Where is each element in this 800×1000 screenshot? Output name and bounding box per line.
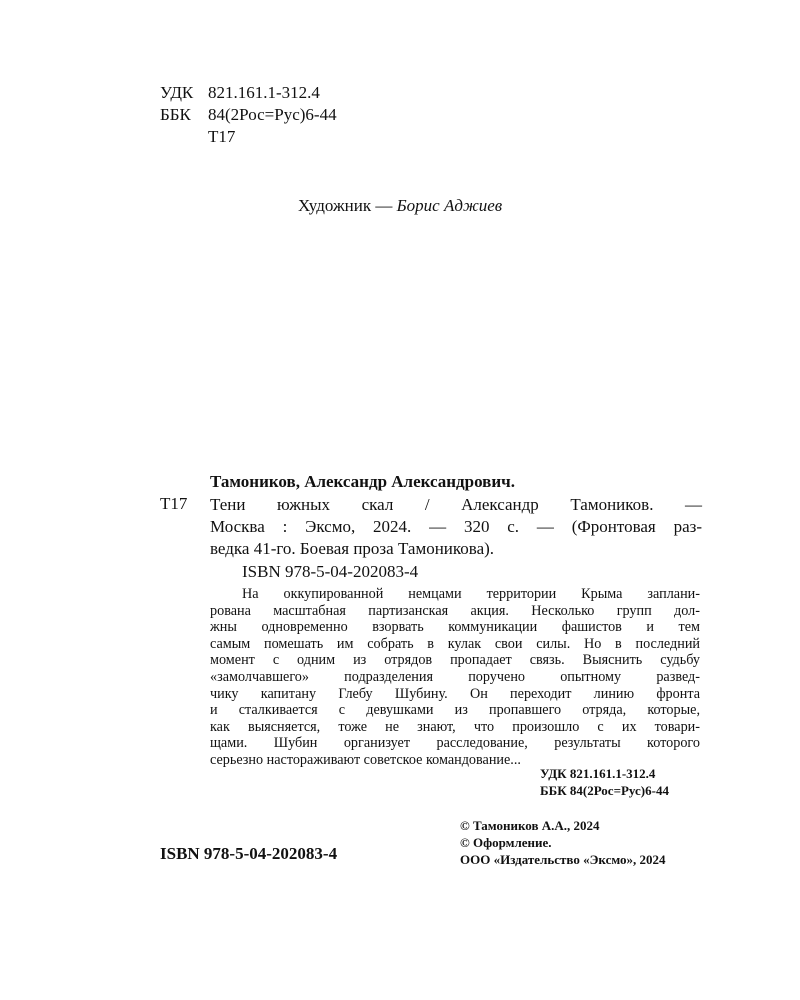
- bib-description: [210, 494, 702, 560]
- copyright-block: [460, 817, 666, 868]
- bbk-row: [160, 104, 337, 126]
- author-mark-row: [160, 126, 337, 148]
- annotation-line: жны одновременно взорвать коммуникации фашистов и тем: [210, 619, 700, 636]
- bib-line: ведка 41-го. Боевая проза Тамоникова).: [210, 539, 495, 558]
- copyright-author: © Тамоников А.А., 2024: [460, 818, 600, 833]
- annotation-line: как выясняется, тоже не знают, что произошло с их товари-: [210, 718, 700, 735]
- bib-author: Тамоников, Александр Александрович.: [210, 472, 515, 491]
- annotation: [210, 586, 700, 769]
- annotation-line: щами. Шубин организует расследование, результаты которого: [210, 735, 700, 752]
- udk-row: [160, 82, 337, 104]
- author-mark: Т17: [208, 127, 236, 146]
- copyright-design: © Оформление.: [460, 835, 552, 850]
- annotation-line: момент с одним из отрядов пропадает связь. Выяснить судьбу: [210, 652, 700, 669]
- isbn-bottom: ISBN 978-5-04-202083-4: [160, 844, 338, 863]
- bbk-small: ББК 84(2Рос=Рус)6-44: [540, 783, 669, 798]
- artist-label: Художник —: [298, 196, 393, 215]
- udk-value: 821.161.1-312.4: [208, 83, 320, 102]
- annotation-line: и сталкивается с девушками из пропавшего отряда, которые,: [210, 702, 700, 719]
- classification-codes: [160, 82, 337, 148]
- artist-credit: [298, 196, 502, 216]
- annotation-line: серьезно настораживают советское командование...: [210, 751, 521, 768]
- udk-small: УДК 821.161.1-312.4: [540, 766, 656, 781]
- bbk-value: 84(2Рос=Рус)6-44: [208, 105, 337, 124]
- annotation-line: «замолчавшего» подразделения поручено опытному развед-: [210, 668, 700, 685]
- annotation-line: На оккупированной немцами территории Крыма заплани-: [242, 586, 700, 602]
- udk-label: УДК: [160, 83, 194, 102]
- bib-author-mark: Т17: [160, 494, 188, 513]
- annotation-line: самым помешать им собрать в кулак свои силы. Но в последний: [210, 635, 700, 652]
- artist-name: Борис Аджиев: [396, 196, 503, 215]
- bib-isbn: ISBN 978-5-04-202083-4: [242, 562, 419, 581]
- annotation-line: чику капитану Глебу Шубину. Он переходит линию фронта: [210, 685, 700, 702]
- copyright-publisher: ООО «Издательство «Эксмо», 2024: [460, 852, 666, 867]
- bib-line: Тени южных скал / Александр Тамоников. —: [210, 495, 702, 514]
- bib-line: Москва : Эксмо, 2024. — 320 с. — (Фронтовая раз-: [210, 517, 702, 536]
- classification-codes-small: [540, 765, 669, 799]
- bbk-label: ББК: [160, 105, 191, 124]
- annotation-line: рована масштабная партизанская акция. Несколько групп дол-: [210, 602, 700, 619]
